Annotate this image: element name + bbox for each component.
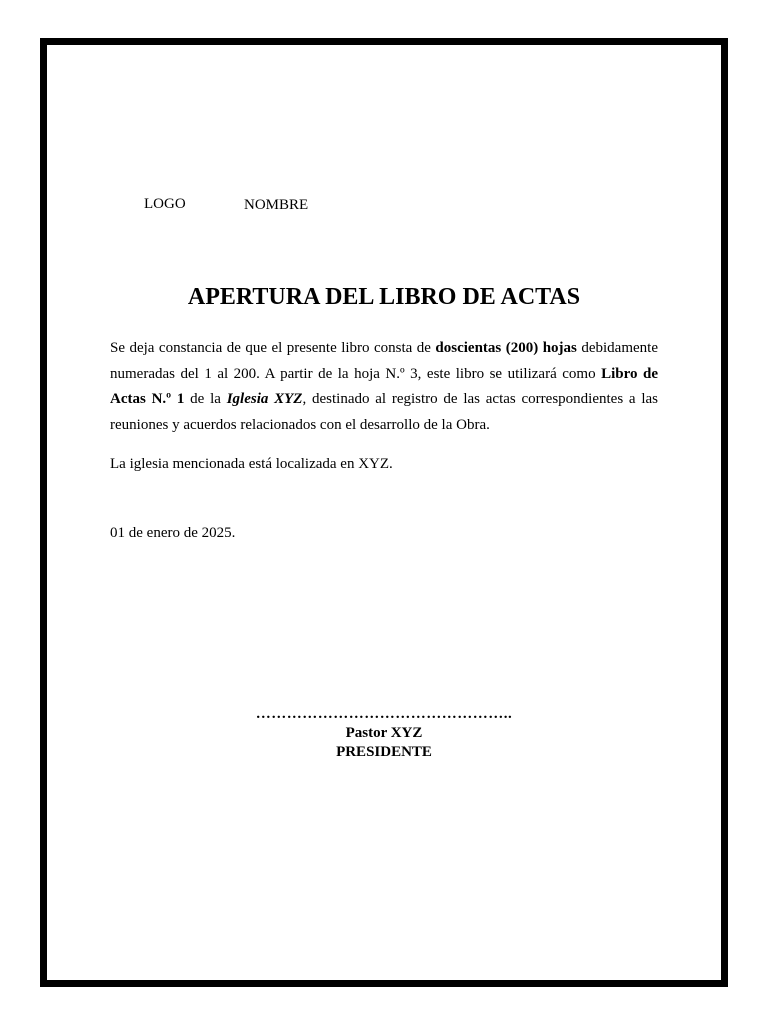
paragraph-location: La iglesia mencionada está localizada en XYZ. — [110, 456, 393, 472]
signatory-role: PRESIDENTE — [336, 744, 432, 760]
document-date: 01 de enero de 2025. — [110, 525, 236, 541]
document-title: APERTURA DEL LIBRO DE ACTAS — [187, 284, 581, 310]
paragraph-text: , destinado al registro de las actas correspondientes a las reuniones y acuerdos relacionados con el desarrollo de la Obra. — [110, 391, 659, 433]
name-placeholder: NOMBRE — [244, 197, 309, 213]
paragraph-text: Se deja constancia de que el presente libro consta de — [110, 340, 436, 356]
bold-page-count: doscientas (200) hojas — [435, 340, 577, 356]
signatory-name: Pastor XYZ — [345, 725, 423, 741]
paragraph-text: de la — [184, 391, 227, 407]
paragraph-constancia — [110, 336, 658, 438]
bold-italic-church-name: Iglesia XYZ — [226, 391, 303, 407]
signature-block — [0, 705, 768, 762]
page-border — [40, 38, 728, 987]
signature-line: ………………………………………….. — [255, 706, 513, 722]
bold-book-name: Libro de Actas N.º 1 — [110, 365, 659, 407]
paragraph-text: debidamente numeradas del 1 al 200. A partir de la hoja N.º 3, este libro se utilizará como — [110, 340, 658, 382]
logo-placeholder: LOGO — [144, 196, 186, 212]
